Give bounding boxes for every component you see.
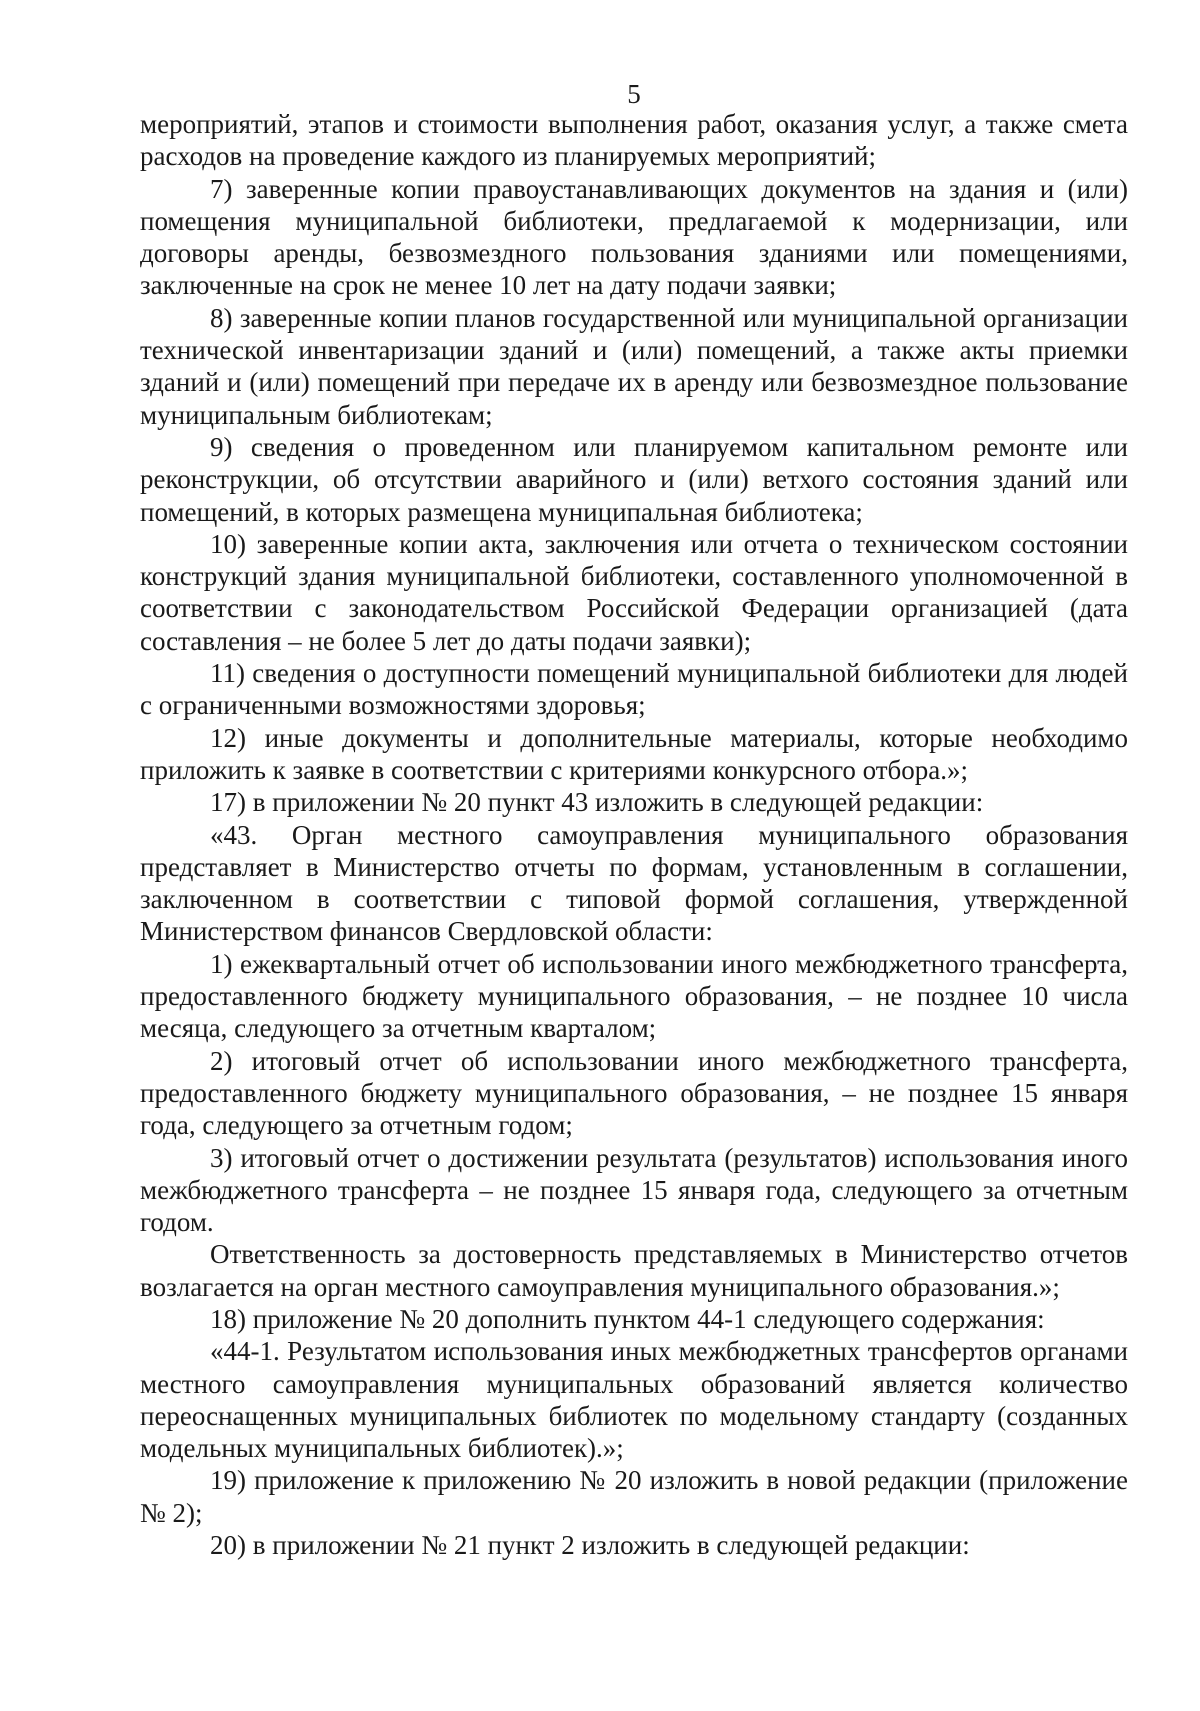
document-page xyxy=(140,78,1128,1561)
paragraph-item-11: 11) сведения о доступности помещений муниципальной библиотеки для людей с ограниченными возможностями здоровья; xyxy=(140,658,1128,721)
paragraph-amendment-19: 19) приложение к приложению № 20 изложить в новой редакции (приложение № 2); xyxy=(140,1465,1128,1528)
paragraph-item-12: 12) иные документы и дополнительные материалы, которые необходимо приложить к заявке в соответствии с критериями конкурсного отбора.»; xyxy=(140,722,1128,785)
paragraph-clause-43: «43. Орган местного самоуправления муниципального образования представляет в Министерство отчеты по формам, установленным в соглашении, заключенном в соответствии с типовой формой соглашения, утвержденной Министерством финансов Свердловской области: xyxy=(140,819,1128,947)
page-number: 5 xyxy=(627,79,641,109)
paragraph-amendment-18: 18) приложение № 20 дополнить пунктом 44-1 следующего содержания: xyxy=(210,1303,1045,1334)
paragraph-report-2: 2) итоговый отчет об использовании иного межбюджетного трансферта, предоставленного бюджету муниципального образования, – не позднее 15 января года, следующего за отчетным годом; xyxy=(140,1045,1128,1141)
paragraph-item-8: 8) заверенные копии планов государственной или муниципальной организации технической инвентаризации зданий и (или) помещений, а также акты приемки зданий и (или) помещений при передаче их в аренду или безвозмездное пользование муниципальным библиотекам; xyxy=(140,302,1128,430)
paragraph-report-1: 1) ежеквартальный отчет об использовании иного межбюджетного трансферта, предоставленного бюджету муниципального образования, – не позднее 10 числа месяца, следующего за отчетным кварталом; xyxy=(140,948,1128,1044)
paragraph-item-7: 7) заверенные копии правоустанавливающих документов на здания и (или) помещения муниципальной библиотеки, предлагаемой к модернизации, или договоры аренды, безвозмездного пользования зданиями или помещениями, заключенные на срок не менее 10 лет на дату подачи заявки; xyxy=(140,173,1128,301)
paragraph-responsibility: Ответственность за достоверность представляемых в Министерство отчетов возлагается на орган местного самоуправления муниципального образования.»; xyxy=(140,1239,1128,1302)
paragraph-clause-44-1: «44-1. Результатом использования иных межбюджетных трансфертов органами местного самоуправления муниципальных образований является количество переоснащенных муниципальных библиотек по модельному стандарту (созданных модельных муниципальных библиотек).»; xyxy=(140,1336,1128,1464)
paragraph-continuation: мероприятий, этапов и стоимости выполнения работ, оказания услуг, а также смета расходов на проведение каждого из планируемых мероприятий; xyxy=(140,109,1128,172)
paragraph-item-10: 10) заверенные копии акта, заключения или отчета о техническом состоянии конструкций здания муниципальной библиотеки, составленного уполномоченной в соответствии с законодательством Российской Федерации организацией (дата составления – не более 5 лет до даты подачи заявки); xyxy=(140,528,1128,656)
paragraph-report-3: 3) итоговый отчет о достижении результата (результатов) использования иного межбюджетного трансферта – не позднее 15 января года, следующего за отчетным годом. xyxy=(140,1142,1128,1238)
paragraph-amendment-20: 20) в приложении № 21 пункт 2 изложить в следующей редакции: xyxy=(210,1530,970,1561)
paragraph-item-9: 9) сведения о проведенном или планируемом капитальном ремонте или реконструкции, об отсутствии аварийного и (или) ветхого состояния зданий или помещений, в которых размещена муниципальная библиотека; xyxy=(140,431,1128,527)
paragraph-amendment-17: 17) в приложении № 20 пункт 43 изложить в следующей редакции: xyxy=(210,787,984,818)
